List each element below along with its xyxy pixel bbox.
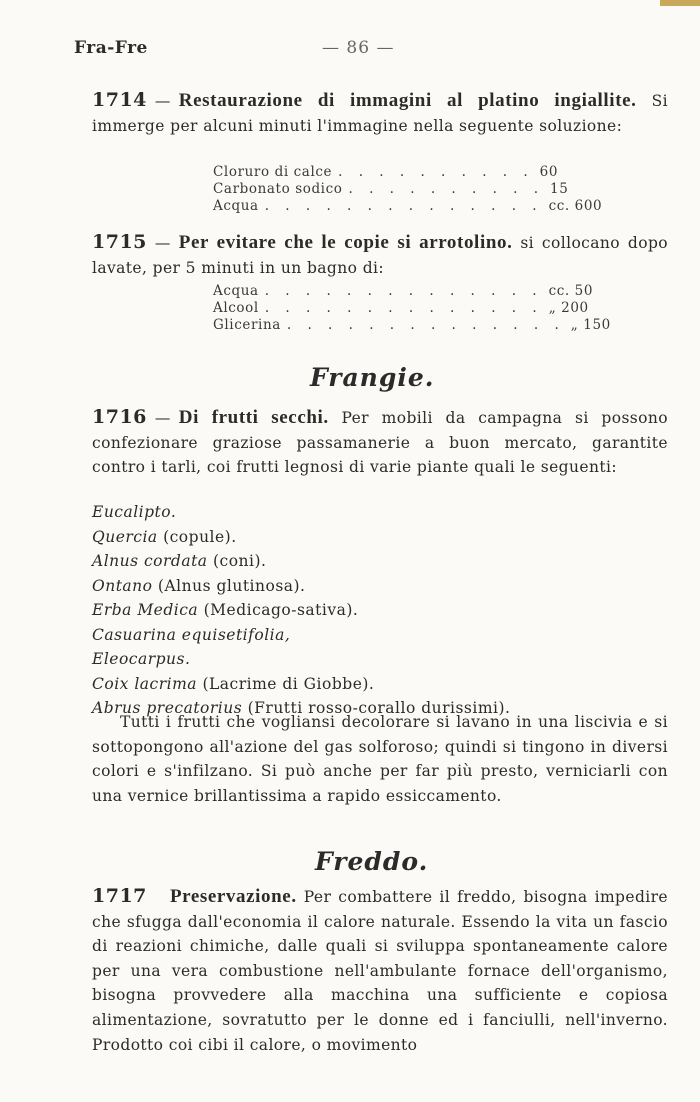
recipe-1714 (213, 164, 603, 215)
entry-text: Per combattere il freddo, bisogna impedire che sfugga dall'economia il calore naturale. Essendo la vita un fascio di reazioni chimiche, dalle quali si sviluppa spontaneamente calore per una vera combustione nell'ambulante fornace dell'organismo, bisogna provvedere alla macchina una sufficiente e copiosa alimentazione, sovratutto per le donne ed i fanciulli, nell'inverno. Prodotto coi cibi il calore, o movimento (92, 888, 669, 1054)
entry-text: Si immerge per alcuni minuti l'immagine nella seguente soluzione: (92, 92, 668, 135)
entry-title: Per evitare che le copie si arrotolino. (178, 232, 513, 253)
entry-1716-closing: Tutti i frutti che vogliansi decolorare si lavano in una liscivia e si sottopongono all'azione del gas solforoso; quindi si tingono in diversi colori e s'infilzano. Si può anche per far più presto, verniciarli con una vernice brillantissima a rapido essiccamento. (92, 713, 668, 805)
list-item: Eucalipto. (92, 503, 177, 521)
entry-number: 1715 (92, 231, 147, 253)
list-item: Quercia (copule). (92, 527, 237, 546)
recipe-row: Alcool . . . . . . . . . . . . . . „ 200 (213, 300, 589, 316)
entry-1714: 1714 — Restaurazione di immagini al platino ingiallite. Si immerge per alcuni minuti l'immagine nella seguente soluzione: (92, 89, 668, 135)
entry-1715: 1715 — Per evitare che le copie si arrotolino. si collocano dopo lavate, per 5 minuti in un bagno di: (92, 231, 668, 277)
list-item: Erba Medica (Medicago-sativa). (92, 601, 359, 619)
recipe-row: Carbonato sodico . . . . . . . . . . 15 (213, 181, 569, 197)
list-item: Ontano (Alnus glutinosa). (92, 576, 306, 595)
page-corner-mark (660, 0, 700, 6)
page-number: — 86 — (322, 38, 395, 58)
section-heading-frangie: Frangie. (310, 363, 435, 392)
entry-number: 1716 (92, 406, 147, 428)
entry-text: Per mobili da campagna si possono confezionare graziose passamanerie a buon mercato, garantite contro i tarli, coi frutti legnosi di varie piante quali le seguenti: (92, 409, 669, 477)
list-item: Abrus precatorius (Frutti rosso-corallo durissimi). (92, 699, 511, 717)
recipe-row: Cloruro di calce . . . . . . . . . . 60 (213, 164, 559, 180)
list-item: Alnus cordata (coni). (92, 552, 267, 570)
entry-1716: 1716 — Di frutti secchi. Per mobili da campagna si possono confezionare graziose passamanerie a buon mercato, garantite contro i tarli, coi frutti legnosi di varie piante quali le seguenti: (92, 406, 669, 477)
recipe-1715 (213, 283, 611, 334)
entry-title: Restaurazione di immagini al platino ingiallite. (178, 90, 637, 111)
section-heading-freddo: Freddo. (315, 847, 429, 876)
entry-number: 1717 (92, 885, 147, 907)
species-list (92, 500, 510, 721)
list-item: Eleocarpus. (92, 650, 191, 668)
recipe-row: Acqua . . . . . . . . . . . . . . cc. 50 (213, 283, 594, 299)
running-header: Fra-Fre (74, 38, 148, 58)
entry-title: Di frutti secchi. (178, 407, 329, 428)
recipe-row: Acqua . . . . . . . . . . . . . . cc. 600 (213, 198, 603, 214)
entry-title: Preservazione. (169, 886, 297, 907)
entry-1717 (92, 884, 668, 1057)
entry-text: si collocano dopo lavate, per 5 minuti in un bagno di: (92, 234, 668, 277)
list-item: Casuarina equisetifolia, (92, 625, 291, 644)
entry-number: 1714 (92, 89, 147, 111)
list-item: Coix lacrima (Lacrime di Giobbe). (92, 674, 375, 693)
recipe-row: Glicerina . . . . . . . . . . . . . . „ 150 (213, 317, 611, 333)
